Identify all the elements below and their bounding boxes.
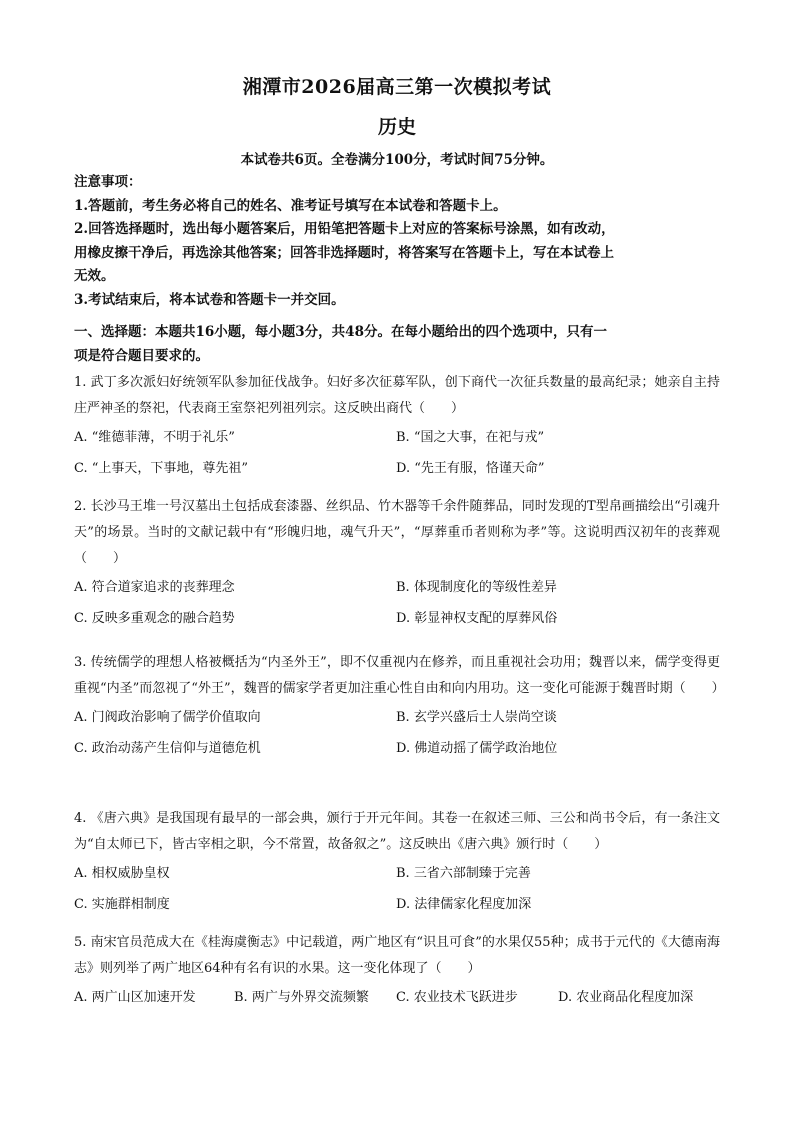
question-4-option-a[interactable]: A. 相权威胁皇权 xyxy=(74,866,170,881)
question-5-option-a[interactable]: A. 两广山区加速开发 xyxy=(74,990,196,1005)
question-3-options xyxy=(74,702,720,764)
question-2 xyxy=(74,494,720,634)
exam-meta: 本试卷共6页。全卷满分100分，考试时间75分钟。 xyxy=(240,152,554,168)
question-4-options xyxy=(74,858,720,920)
question-4 xyxy=(74,806,720,920)
question-3-option-a[interactable]: A. 门阀政治影响了儒学价值取向 xyxy=(74,710,261,725)
section-heading-line-2: 项是符合题目要求的。 xyxy=(74,348,209,364)
question-5-option-d[interactable]: D. 农业商品化程度加深 xyxy=(558,990,694,1005)
question-2-option-d[interactable]: D. 彰显神权支配的厚葬风俗 xyxy=(396,611,558,626)
question-1 xyxy=(74,370,720,484)
question-2-option-c[interactable]: C. 反映多重观念的融合趋势 xyxy=(74,611,235,626)
notice-block xyxy=(74,171,724,312)
subject-title: 历史 xyxy=(377,116,416,138)
question-1-option-d[interactable]: D. “先王有服，恪谨天命” xyxy=(396,461,545,476)
question-1-stem: 1. 武丁多次派妇好统领军队参加征伐战争。妇好多次征募军队，创下商代一次征兵数量的最高纪录；她亲自主持庄严神圣的祭祀，代表商王室祭祀列祖列宗。这反映出商代（ ） xyxy=(74,375,720,416)
question-2-option-b[interactable]: B. 体现制度化的等级性差异 xyxy=(396,580,557,595)
notice-item-1: 1.答题前，考生务必将自己的姓名、准考证号填写在本试卷和答题卡上。 xyxy=(74,197,507,214)
notice-item-2-line-1: 2.回答选择题时，选出每小题答案后，用铅笔把答题卡上对应的答案标号涂黑，如有改动， xyxy=(74,221,615,237)
question-5-options xyxy=(74,982,720,1013)
question-2-option-a[interactable]: A. 符合道家追求的丧葬理念 xyxy=(74,580,235,595)
question-1-option-b[interactable]: B. “国之大事，在祀与戎” xyxy=(396,430,545,445)
question-1-option-c[interactable]: C. “上事天，下事地，尊先祖” xyxy=(74,461,249,476)
exam-title: 湘潭市2026届高三第一次模拟考试 xyxy=(242,76,552,98)
notice-heading: 注意事项： xyxy=(74,174,142,190)
question-3-option-b[interactable]: B. 玄学兴盛后士人崇尚空谈 xyxy=(396,710,557,725)
question-4-stem: 4. 《唐六典》是我国现有最早的一部会典，颁行于开元年间。其卷一在叙述三师、三公和尚书令后，有一条注文为“自太师已下，皆古宰相之职，今不常置，故备叙之”。这反映出《唐六典》颁行时（ ） xyxy=(74,811,720,852)
question-3-option-c[interactable]: C. 政治动荡产生信仰与道德危机 xyxy=(74,741,261,756)
question-4-option-c[interactable]: C. 实施群相制度 xyxy=(74,897,170,912)
question-1-options xyxy=(74,422,720,484)
question-5-option-c[interactable]: C. 农业技术飞跃进步 xyxy=(396,990,518,1005)
question-3-option-d[interactable]: D. 佛道动摇了儒学政治地位 xyxy=(396,741,558,756)
section-heading xyxy=(74,320,724,368)
section-heading-line-1: 一、选择题：本题共16小题，每小题3分，共48分。在每小题给出的四个选项中，只有一 xyxy=(74,324,607,340)
question-5-option-b[interactable]: B. 两广与外界交流频繁 xyxy=(234,990,369,1005)
notice-item-3: 3.考试结束后，将本试卷和答题卡一并交回。 xyxy=(74,291,345,308)
question-4-option-d[interactable]: D. 法律儒家化程度加深 xyxy=(396,897,532,912)
question-1-option-a[interactable]: A. “维德菲薄，不明于礼乐” xyxy=(74,430,235,445)
notice-item-2-line-2: 用橡皮擦干净后，再选涂其他答案；回答非选择题时，将答案写在答题卡上，写在本试卷上 xyxy=(74,244,614,261)
question-3 xyxy=(74,650,725,764)
question-5-stem: 5. 南宋官员范成大在《桂海虞衡志》中记载道，两广地区有“识且可食”的水果仅55种；成书于元代的《大德南海志》则列举了两广地区64种有名有识的水果。这一变化体现了（ ） xyxy=(74,935,720,976)
question-5 xyxy=(74,930,720,1013)
notice-item-2-line-3: 无效。 xyxy=(74,268,115,284)
question-3-stem: 3. 传统儒学的理想人格被概括为“内圣外王”，即不仅重视内在修养，而且重视社会功用；魏晋以来，儒学变得更重视“内圣”而忽视了“外王”，魏晋的儒家学者更加注重心性自由和向内用功。这一变化可能源于魏晋时期（ ） xyxy=(74,655,725,696)
question-4-option-b[interactable]: B. 三省六部制臻于完善 xyxy=(396,866,531,881)
question-2-stem: 2. 长沙马王堆一号汉墓出土包括成套漆器、丝织品、竹木器等千余件随葬品，同时发现的T型帛画描绘出“引魂升天”的场景。当时的文献记载中有“形魄归地，魂气升天”，“厚葬重币者则称为孝”等。这说明西汉初年的丧葬观（ ） xyxy=(74,499,720,566)
question-2-options xyxy=(74,572,720,634)
